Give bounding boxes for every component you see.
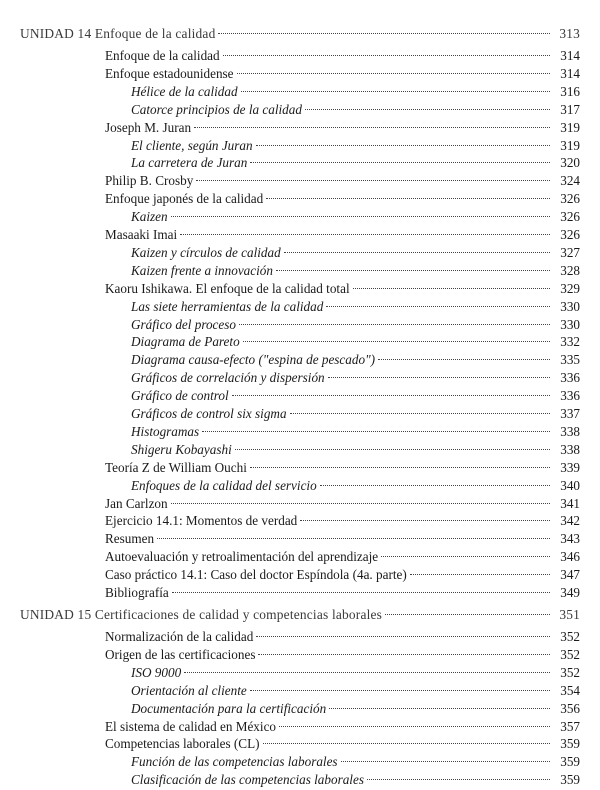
toc-subentry-title: Gráfico de control bbox=[131, 388, 229, 404]
toc-subentry-page-number: 328 bbox=[560, 262, 580, 278]
toc-entry-page-number: 342 bbox=[560, 513, 580, 529]
toc-subentry-title: Gráfico del proceso bbox=[131, 316, 236, 332]
toc-entry-title: Enfoque japonés de la calidad bbox=[105, 191, 264, 207]
toc-entry-title: Resumen bbox=[105, 531, 155, 547]
toc-entry-title: Enfoque estadounidense bbox=[105, 65, 234, 81]
toc-subentry-page-number: 327 bbox=[560, 244, 580, 260]
dot-leader bbox=[196, 162, 550, 181]
toc-subentry-page-number: 356 bbox=[560, 700, 580, 716]
toc-entry-title: Masaaki Imai bbox=[105, 227, 178, 242]
toc-subentry-title: Gráficos de correlación y dispersión bbox=[131, 370, 325, 386]
toc-subentry-title: Las siete herramientas de la calidad bbox=[131, 298, 324, 314]
dot-leader bbox=[235, 431, 550, 450]
toc-entry-title: Ejercicio 14.1: Momentos de verdad bbox=[105, 513, 298, 529]
dot-leader bbox=[276, 252, 550, 271]
toc-entry-title: El sistema de calidad en México bbox=[105, 718, 277, 734]
toc-subentry-page-number: 359 bbox=[560, 772, 580, 788]
toc-entry-page-number: 326 bbox=[560, 191, 580, 207]
dot-leader bbox=[250, 672, 550, 691]
toc-subentry-page-number: 335 bbox=[560, 352, 580, 368]
toc-entry-page-number: 326 bbox=[560, 227, 580, 242]
toc-subentry-title: Kaizen y círculos de calidad bbox=[131, 244, 281, 260]
dot-leader bbox=[378, 341, 550, 360]
toc-entry-title: Kaoru Ishikawa. El enfoque de la calidad total bbox=[105, 280, 350, 296]
toc-subentry-page-number: 354 bbox=[560, 682, 580, 698]
dot-leader bbox=[300, 502, 550, 521]
dot-leader bbox=[353, 270, 550, 289]
toc-entry-page-number: 349 bbox=[560, 585, 580, 600]
dot-leader bbox=[194, 109, 550, 128]
toc-subentry-page-number: 330 bbox=[560, 298, 580, 314]
toc-subentry-title: Clasificación de las competencias laborales bbox=[131, 772, 364, 788]
toc-subentry-title: Hélice de la calidad bbox=[131, 83, 238, 99]
toc-entry-page-number: 339 bbox=[560, 459, 580, 475]
toc-entry-page-number: 359 bbox=[560, 736, 580, 752]
toc-subentry-page-number: 320 bbox=[560, 155, 580, 171]
toc-subentry-page-number: 337 bbox=[560, 406, 580, 421]
dot-leader bbox=[223, 37, 550, 56]
dot-leader bbox=[237, 55, 550, 74]
toc-subentry-title: Documentación para la certificación bbox=[131, 700, 327, 716]
dot-leader bbox=[279, 708, 550, 727]
toc-subentry-title: ISO 9000 bbox=[131, 664, 182, 680]
dot-leader bbox=[385, 596, 550, 615]
toc-subentry-title: Diagrama causa-efecto ("espina de pescado") bbox=[131, 352, 375, 368]
unit-heading-title: UNIDAD 14 Enfoque de la calidad bbox=[20, 26, 216, 41]
toc-subentry-title: Diagrama de Pareto bbox=[131, 334, 240, 350]
toc-subentry-title: Kaizen frente a innovación bbox=[131, 262, 273, 278]
unit-heading bbox=[0, 600, 600, 622]
toc-entry bbox=[0, 578, 600, 600]
toc-entry-page-number: 329 bbox=[560, 280, 580, 296]
toc-entry-page-number: 346 bbox=[560, 549, 580, 565]
toc-subentry-page-number: 359 bbox=[560, 754, 580, 770]
dot-leader bbox=[305, 91, 550, 110]
dot-leader bbox=[256, 127, 550, 146]
toc-subentry-page-number: 340 bbox=[560, 477, 580, 493]
toc-entry-title: Philip B. Crosby bbox=[105, 173, 194, 189]
toc-subentry-title: Enfoques de la calidad del servicio bbox=[131, 477, 317, 493]
toc-subentry-title: La carretera de Juran bbox=[131, 155, 248, 171]
toc-subentry-page-number: 338 bbox=[560, 441, 580, 457]
unit-heading-page-number: 313 bbox=[559, 26, 580, 41]
dot-leader bbox=[239, 306, 550, 325]
toc-subentry-title: El cliente, según Juran bbox=[131, 137, 253, 153]
toc-entry-page-number: 357 bbox=[560, 718, 580, 734]
unit-heading-title: UNIDAD 15 Certificaciones de calidad y competencias laborales bbox=[20, 607, 383, 622]
toc-entry-page-number: 347 bbox=[560, 567, 580, 583]
toc-entry-title: Joseph M. Juran bbox=[105, 119, 192, 135]
toc-subentry-title: Kaizen bbox=[131, 209, 168, 225]
toc-entry-title: Enfoque de la calidad bbox=[105, 48, 220, 63]
dot-leader bbox=[266, 180, 550, 199]
dot-leader bbox=[328, 359, 550, 378]
toc-entry-page-number: 324 bbox=[560, 173, 580, 189]
toc-subentry-page-number: 316 bbox=[560, 83, 580, 99]
toc-subentry-title: Histogramas bbox=[131, 423, 200, 439]
toc-entry-page-number: 319 bbox=[560, 119, 580, 135]
toc-subentry-title: Orientación al cliente bbox=[131, 682, 247, 698]
toc-subentry-page-number: 332 bbox=[560, 334, 580, 350]
dot-leader bbox=[218, 15, 550, 34]
dot-leader bbox=[263, 725, 550, 744]
dot-leader bbox=[329, 690, 550, 709]
toc-entry-page-number: 352 bbox=[560, 629, 580, 644]
dot-leader bbox=[157, 520, 550, 539]
dot-leader bbox=[320, 467, 550, 486]
dot-leader bbox=[341, 743, 550, 762]
dot-leader bbox=[256, 618, 550, 637]
toc-subentry-page-number: 330 bbox=[560, 316, 580, 332]
toc-entry-title: Competencias laborales (CL) bbox=[105, 736, 260, 752]
toc-entry-page-number: 314 bbox=[560, 65, 580, 81]
dot-leader bbox=[184, 654, 550, 673]
unit-heading bbox=[0, 19, 600, 41]
dot-leader bbox=[250, 144, 550, 163]
toc-subentry-page-number: 326 bbox=[560, 209, 580, 225]
dot-leader bbox=[250, 449, 550, 468]
dot-leader bbox=[410, 556, 550, 575]
toc-subentry-title: Función de las competencias laborales bbox=[131, 754, 338, 770]
dot-leader bbox=[326, 288, 550, 307]
toc-entry-page-number: 341 bbox=[560, 495, 580, 511]
dot-leader bbox=[232, 377, 550, 396]
toc-subentry-page-number: 319 bbox=[560, 137, 580, 153]
toc-subentry-page-number: 352 bbox=[560, 664, 580, 680]
dot-leader bbox=[171, 198, 550, 217]
toc-entry-title: Teoría Z de William Ouchi bbox=[105, 459, 247, 475]
dot-leader bbox=[202, 413, 550, 432]
dot-leader bbox=[241, 73, 550, 92]
unit-heading-page-number: 351 bbox=[559, 607, 580, 622]
toc-subentry-page-number: 317 bbox=[560, 101, 580, 117]
toc-subentry-page-number: 336 bbox=[560, 370, 580, 386]
toc-subentry-title: Shigeru Kobayashi bbox=[131, 441, 232, 457]
toc-subentry-title: Gráficos de control six sigma bbox=[131, 406, 287, 421]
toc-entry-title: Normalización de la calidad bbox=[105, 629, 254, 644]
toc-entry-title: Caso práctico 14.1: Caso del doctor Espíndola (4a. parte) bbox=[105, 567, 407, 583]
toc-entry-page-number: 314 bbox=[560, 48, 580, 63]
toc-entry-title: Autoevaluación y retroalimentación del aprendizaje bbox=[105, 549, 379, 565]
toc-entry-title: Jan Carlzon bbox=[105, 495, 168, 511]
dot-leader bbox=[180, 216, 550, 235]
toc-subentry-page-number: 336 bbox=[560, 388, 580, 404]
dot-leader bbox=[290, 395, 550, 414]
toc-subentry-title: Catorce principios de la calidad bbox=[131, 101, 302, 117]
toc-subentry bbox=[0, 765, 600, 788]
dot-leader bbox=[258, 636, 550, 655]
toc-entry-page-number: 343 bbox=[560, 531, 580, 547]
toc-entry-page-number: 352 bbox=[560, 646, 580, 662]
toc-entry-title: Origen de las certificaciones bbox=[105, 646, 256, 662]
dot-leader bbox=[172, 574, 550, 593]
dot-leader bbox=[171, 485, 550, 504]
toc-entry-title: Bibliografía bbox=[105, 585, 169, 600]
dot-leader bbox=[243, 323, 550, 342]
dot-leader bbox=[381, 538, 550, 557]
dot-leader bbox=[367, 761, 550, 780]
toc-subentry-page-number: 338 bbox=[560, 423, 580, 439]
dot-leader bbox=[284, 234, 550, 253]
